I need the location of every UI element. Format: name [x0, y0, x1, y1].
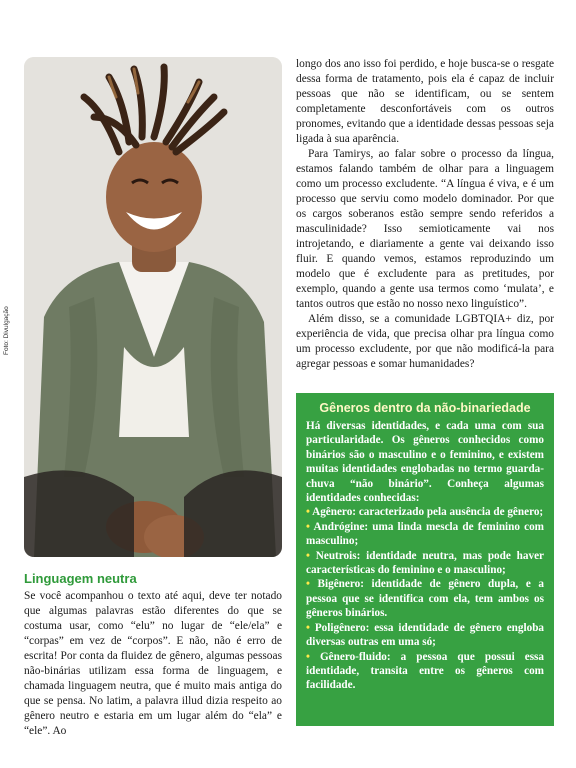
box-item-text: Bigênero: identidade de gênero dupla, e a pessoa que se identifica com ela, tem ambos os gêneros binários. — [306, 578, 544, 620]
bullet-icon: • — [306, 506, 310, 519]
box-item-text: Neutrois: identidade neutra, mas pode haver características do feminino e o masculino; — [306, 549, 545, 577]
box-list-item — [306, 577, 544, 620]
box-item-text: Agênero: caracterizado pela ausência de gênero; — [312, 506, 544, 519]
box-list-item — [306, 520, 544, 549]
box-list-item — [306, 505, 544, 519]
box-intro: Há diversas identidades, e cada uma com sua particularidade. Os gêneros conhecidos como binários são o masculino e o feminino, e existem muitas identidades englobadas no termo guarda-chuva “não binário”. Conheça algumas identidades conhecidas: — [306, 420, 544, 505]
box-list-item — [306, 650, 544, 693]
bullet-icon: • — [306, 549, 310, 562]
box-list-item — [306, 549, 544, 578]
box-title: Gêneros dentro da não-binariedade — [319, 401, 531, 415]
bullet-icon: • — [306, 621, 310, 634]
article-paragraph: Para Tamirys, ao falar sobre o processo da língua, estamos falando também de olhar para a linguagem como um processo excludente. “A língua é viva, e é um processo que serviu como modelo dominador. Por que os cargos soberanos estão sempre sendo referidos a masculinidade? Isso semioticamente vai nos introjetando, e diariamente a gente vai deixando isso fluir. E quando vemos, estamos reproduzindo um modelo que é excludente para as pretitudes, por exemplo, quando a gente usa termos como ‘mulata’, e tantos outros que estão no nosso nexo linguístico”. — [296, 148, 554, 310]
section-body: Se você acompanhou o texto até aqui, deve ter notado que algumas palavras estão diferentes do que se costuma usar, como “elu” no lugar de “ele/ela” e “corpas” em vez de “corpos”. E não, não é erro de escrita! Por conta da fluidez de gênero, algumas pessoas não-binárias utilizam essa forma de linguagem, e chamada linguagem neutra, que é muito mais antiga do que se pensa. No latim, a palavra illud dizia respeito ao gênero neutro e estaria em um lugar além do “ela” e “ele”. Ao — [24, 590, 282, 737]
bullet-icon: • — [306, 578, 310, 591]
bullet-icon: • — [306, 650, 310, 663]
bullet-icon: • — [306, 520, 310, 533]
portrait-photo — [24, 57, 282, 557]
photo-credit: Foto: Divulgação — [3, 306, 10, 355]
box-item-text: Poligênero: essa identidade de gênero engloba diversas outras em uma só; — [306, 621, 545, 649]
box-item-text: Andrógine: uma linda mescla de feminino com masculino; — [306, 520, 544, 548]
article-paragraph: longo dos ano isso foi perdido, e hoje busca-se o resgate dessa forma de tratamento, pois ela é capaz de incluir pessoas que não se identificam, ou se sentem completamente desconfortáveis com os outros pronomes, evitando que a identidade dessas pessoas seja ligada à sua aparência. — [296, 58, 554, 145]
neutral-language-section — [24, 571, 282, 739]
article-paragraph: Além disso, se a comunidade LGBTQIA+ diz, por experiência de vida, que precisa olhar pra língua como um processo excludente, por que não modificá-la para agregar pessoas e somar humanidades? — [296, 313, 554, 370]
continued-article — [296, 57, 554, 372]
section-title: Linguagem neutra — [24, 571, 137, 586]
box-list-item — [306, 621, 544, 650]
box-item-text: Gênero-fluido: a pessoa que possui essa identidade, transita entre os gêneros com facilidade. — [306, 650, 544, 692]
genders-sidebar-box — [296, 393, 554, 726]
portrait-illustration — [24, 57, 282, 557]
